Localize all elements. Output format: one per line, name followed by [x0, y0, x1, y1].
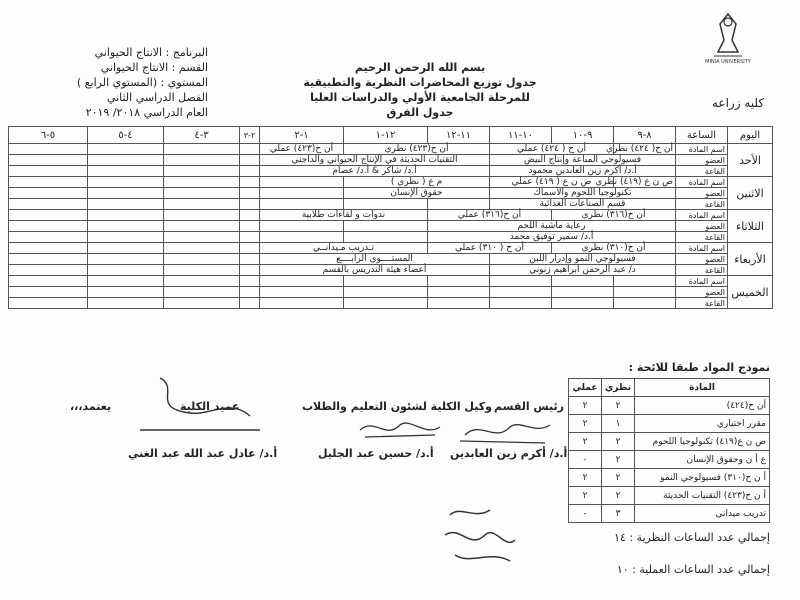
row-label: العضو: [676, 221, 728, 232]
legend-row: [569, 487, 770, 505]
row-label: اسم المادة: [676, 144, 728, 155]
dept-head-signature-icon: [455, 415, 555, 447]
course-cell: أن ح(٣١٦) عملي: [428, 210, 552, 221]
course-cell: التقنيات الحديثة في الإنتاج الحيواني والداجني: [260, 155, 490, 166]
course-cell: قسم الصناعات الغذائية: [490, 199, 676, 210]
course-cell: أن ح( ٤٢٤) نظري: [614, 144, 676, 155]
row-label: القاعة: [676, 298, 728, 309]
legend-practical: ٢: [569, 487, 602, 505]
slot-8: ٤-٥: [88, 127, 164, 144]
legend-table: [568, 378, 770, 523]
course-cell: أعضاء هيئة التدريس بالقسم: [260, 265, 490, 276]
slot-7: ٣-٤: [164, 127, 240, 144]
dean-name: أ.د/ عادل عبد الله عبد الغني: [128, 447, 278, 460]
day-sun: الأحد: [728, 144, 773, 177]
approve-label: يعتمد،،،: [70, 400, 112, 413]
row-label: القاعة: [676, 199, 728, 210]
course-cell: أ.د/ أكرم زين العابدين محمود: [490, 166, 676, 177]
thu-row-2: [9, 287, 773, 298]
legend-col-subject: المادة: [635, 379, 770, 397]
total-theory: إجمالي عدد الساعات النظرية : ١٤: [614, 531, 770, 544]
slot-2: ١٠-١١: [490, 127, 552, 144]
legend-row: [569, 451, 770, 469]
tue-row-2: [9, 221, 773, 232]
program-line: البرنامج : الانتاج الحيواني: [94, 46, 208, 59]
legend-subject: مقرر اختياري: [635, 415, 770, 433]
legend-practical: -: [569, 451, 602, 469]
mon-row-1: [9, 177, 773, 188]
hour-header: الساعة: [676, 127, 728, 144]
course-cell: فسيولوجي النمو وإدرار اللبن: [490, 254, 676, 265]
legend-theory: ٣: [602, 505, 635, 523]
row-label: اسم المادة: [676, 177, 728, 188]
legend-theory: ٢: [602, 397, 635, 415]
legend-practical: ٢: [569, 433, 602, 451]
legend-row: [569, 469, 770, 487]
dept-head-name: أ.د/ أكرم زين العابدين: [450, 447, 568, 460]
row-label: القاعة: [676, 166, 728, 177]
center-header: [290, 60, 550, 120]
day-wed: الأربعاء: [728, 243, 773, 276]
legend-theory: ٢: [602, 469, 635, 487]
course-cell: المستــــوي الرابــــع: [260, 254, 490, 265]
faculty-name: كليه زراعه: [712, 96, 765, 110]
legend-col-practical: عملي: [569, 379, 602, 397]
course-cell: ص ن ع ( ٤١٩) عملي: [490, 177, 614, 188]
row-label: العضو: [676, 287, 728, 298]
legend-row: [569, 433, 770, 451]
course-cell: أن ح(٤٢٣) نظري: [344, 144, 490, 155]
course-cell: أ.د/ سمير توفيق محمد: [428, 232, 676, 243]
schedule-subtitle: للمرحلة الجامعية الأولي والدراسات العليا: [310, 91, 530, 104]
legend-col-theory: نظري: [602, 379, 635, 397]
tue-row-3: [9, 232, 773, 243]
course-cell: أن ح ( ٤٢٤) عملي: [490, 144, 614, 155]
slot-1: ٩-١٠: [552, 127, 614, 144]
legend-practical: ٢: [569, 415, 602, 433]
sun-row-3: [9, 166, 773, 177]
wed-row-1: [9, 243, 773, 254]
year-line: العام الدراسي ٢٠١٨/ ٢٠١٩: [85, 106, 208, 119]
course-cell: رعاية ماشية اللحم: [428, 221, 676, 232]
schedule-type: جدول الفرق: [386, 106, 454, 119]
legend-row: [569, 397, 770, 415]
legend-practical: ٢: [569, 469, 602, 487]
handwritten-signature-icon: [430, 495, 530, 575]
slot-5: ١-٢: [260, 127, 344, 144]
legend-subject: أن ح(٤٢٤): [635, 397, 770, 415]
day-header: اليوم: [728, 127, 773, 144]
legend-subject: ص ن ع(٤١٩) تكنولوجيا اللحوم: [635, 433, 770, 451]
wed-row-2: [9, 254, 773, 265]
row-label: القاعة: [676, 265, 728, 276]
vice-dean-signature-icon: [355, 415, 445, 443]
row-label: العضو: [676, 155, 728, 166]
course-cell: فسيولوجي المناعة وإنتاج البيض: [490, 155, 676, 166]
legend-row: [569, 415, 770, 433]
vice-dean-title: وكيل الكلية لشئون التعليم والطلاب: [302, 400, 492, 413]
row-label: اسم المادة: [676, 210, 728, 221]
department-line: القسم : الانتاج الحيواني: [100, 61, 208, 74]
legend-theory: ١: [602, 415, 635, 433]
course-cell: أن ح(٣١٦) نظري: [552, 210, 676, 221]
course-cell: تكنولوجيا اللحوم والأسماك: [490, 188, 676, 199]
legend-subject: ع أ ن وحقوق الإنسان: [635, 451, 770, 469]
legend-theory: ٢: [602, 433, 635, 451]
schedule-table: [8, 126, 773, 309]
row-label: اسم المادة: [676, 243, 728, 254]
university-logo: [698, 10, 758, 68]
course-cell: ندوات و لقاءات طلابية: [260, 210, 428, 221]
legend-practical: -: [569, 505, 602, 523]
tue-row-1: [9, 210, 773, 221]
row-label: العضو: [676, 188, 728, 199]
course-cell: تـدريب مـيدانــي: [260, 243, 428, 254]
thu-row-3: [9, 298, 773, 309]
course-cell: أن ح ( ٣١٠) عملي: [428, 243, 552, 254]
legend-subject: تدريب ميداني: [635, 505, 770, 523]
slot-9: ٥-٦: [9, 127, 88, 144]
sun-row-2: [9, 155, 773, 166]
legend-header: [569, 379, 770, 397]
course-cell: م ع ( نظري ): [344, 177, 490, 188]
mon-row-2: [9, 188, 773, 199]
row-label: القاعة: [676, 232, 728, 243]
day-tue: الثلاثاء: [728, 210, 773, 243]
course-cell: د/ عبد الرحمن ابراهيم زنوني: [490, 265, 676, 276]
row-label: العضو: [676, 254, 728, 265]
legend-practical: ٢: [569, 397, 602, 415]
dean-signature-icon: [120, 368, 270, 448]
slot-0: ٨-٩: [614, 127, 676, 144]
header-row: [9, 127, 773, 144]
course-cell: أن ح(٣١٠) نظري: [552, 243, 676, 254]
total-practical: إجمالي عدد الساعات العملية : ١٠: [616, 563, 770, 576]
slot-6: ٢-٣: [240, 127, 260, 144]
course-cell: حقوق الإنسان: [344, 188, 490, 199]
day-mon: الاثنين: [728, 177, 773, 210]
left-header: [48, 45, 208, 120]
day-thu: الخميس: [728, 276, 773, 309]
legend-subject: أ ن ح(٤٢٣) التقنيات الحديثة: [635, 487, 770, 505]
dean-title: عميد الكلية: [180, 400, 240, 413]
wed-row-3: [9, 265, 773, 276]
thu-row-1: [9, 276, 773, 287]
legend-subject: أ ن ح(٣١٠) فسيولوجي النمو: [635, 469, 770, 487]
legend-row: [569, 505, 770, 523]
dept-head-title: رئيس القسم: [494, 400, 564, 413]
legend-theory: ٢: [602, 487, 635, 505]
sun-row-1: [9, 144, 773, 155]
slot-3: ١١-١٢: [428, 127, 490, 144]
semester-line: الفصل الدراسي الثاني: [106, 91, 208, 104]
course-cell: أ.د/ شاكر & أ.د/ عصام: [260, 166, 490, 177]
legend-theory: ٢: [602, 451, 635, 469]
legend-title: نموذج المواد طبقا للائحة :: [628, 361, 770, 374]
basmala: بسم الله الرحمن الرحيم: [354, 61, 486, 74]
schedule-title: جدول توزيع المحاضرات النظرية والتطبيقية: [303, 76, 537, 89]
vice-dean-name: أ.د/ حسين عبد الجليل: [318, 447, 434, 460]
svg-text:MINIA UNIVERSITY: MINIA UNIVERSITY: [705, 59, 751, 65]
mon-row-3: [9, 199, 773, 210]
course-cell: أن ح(٤٢٣) عملي: [260, 144, 344, 155]
course-cell: ص ن ع (٤١٩) نظري: [614, 177, 676, 188]
row-label: اسم المادة: [676, 276, 728, 287]
level-line: المستوي : (المستوي الرابع ): [76, 76, 208, 89]
slot-4: ١٢-١: [344, 127, 428, 144]
